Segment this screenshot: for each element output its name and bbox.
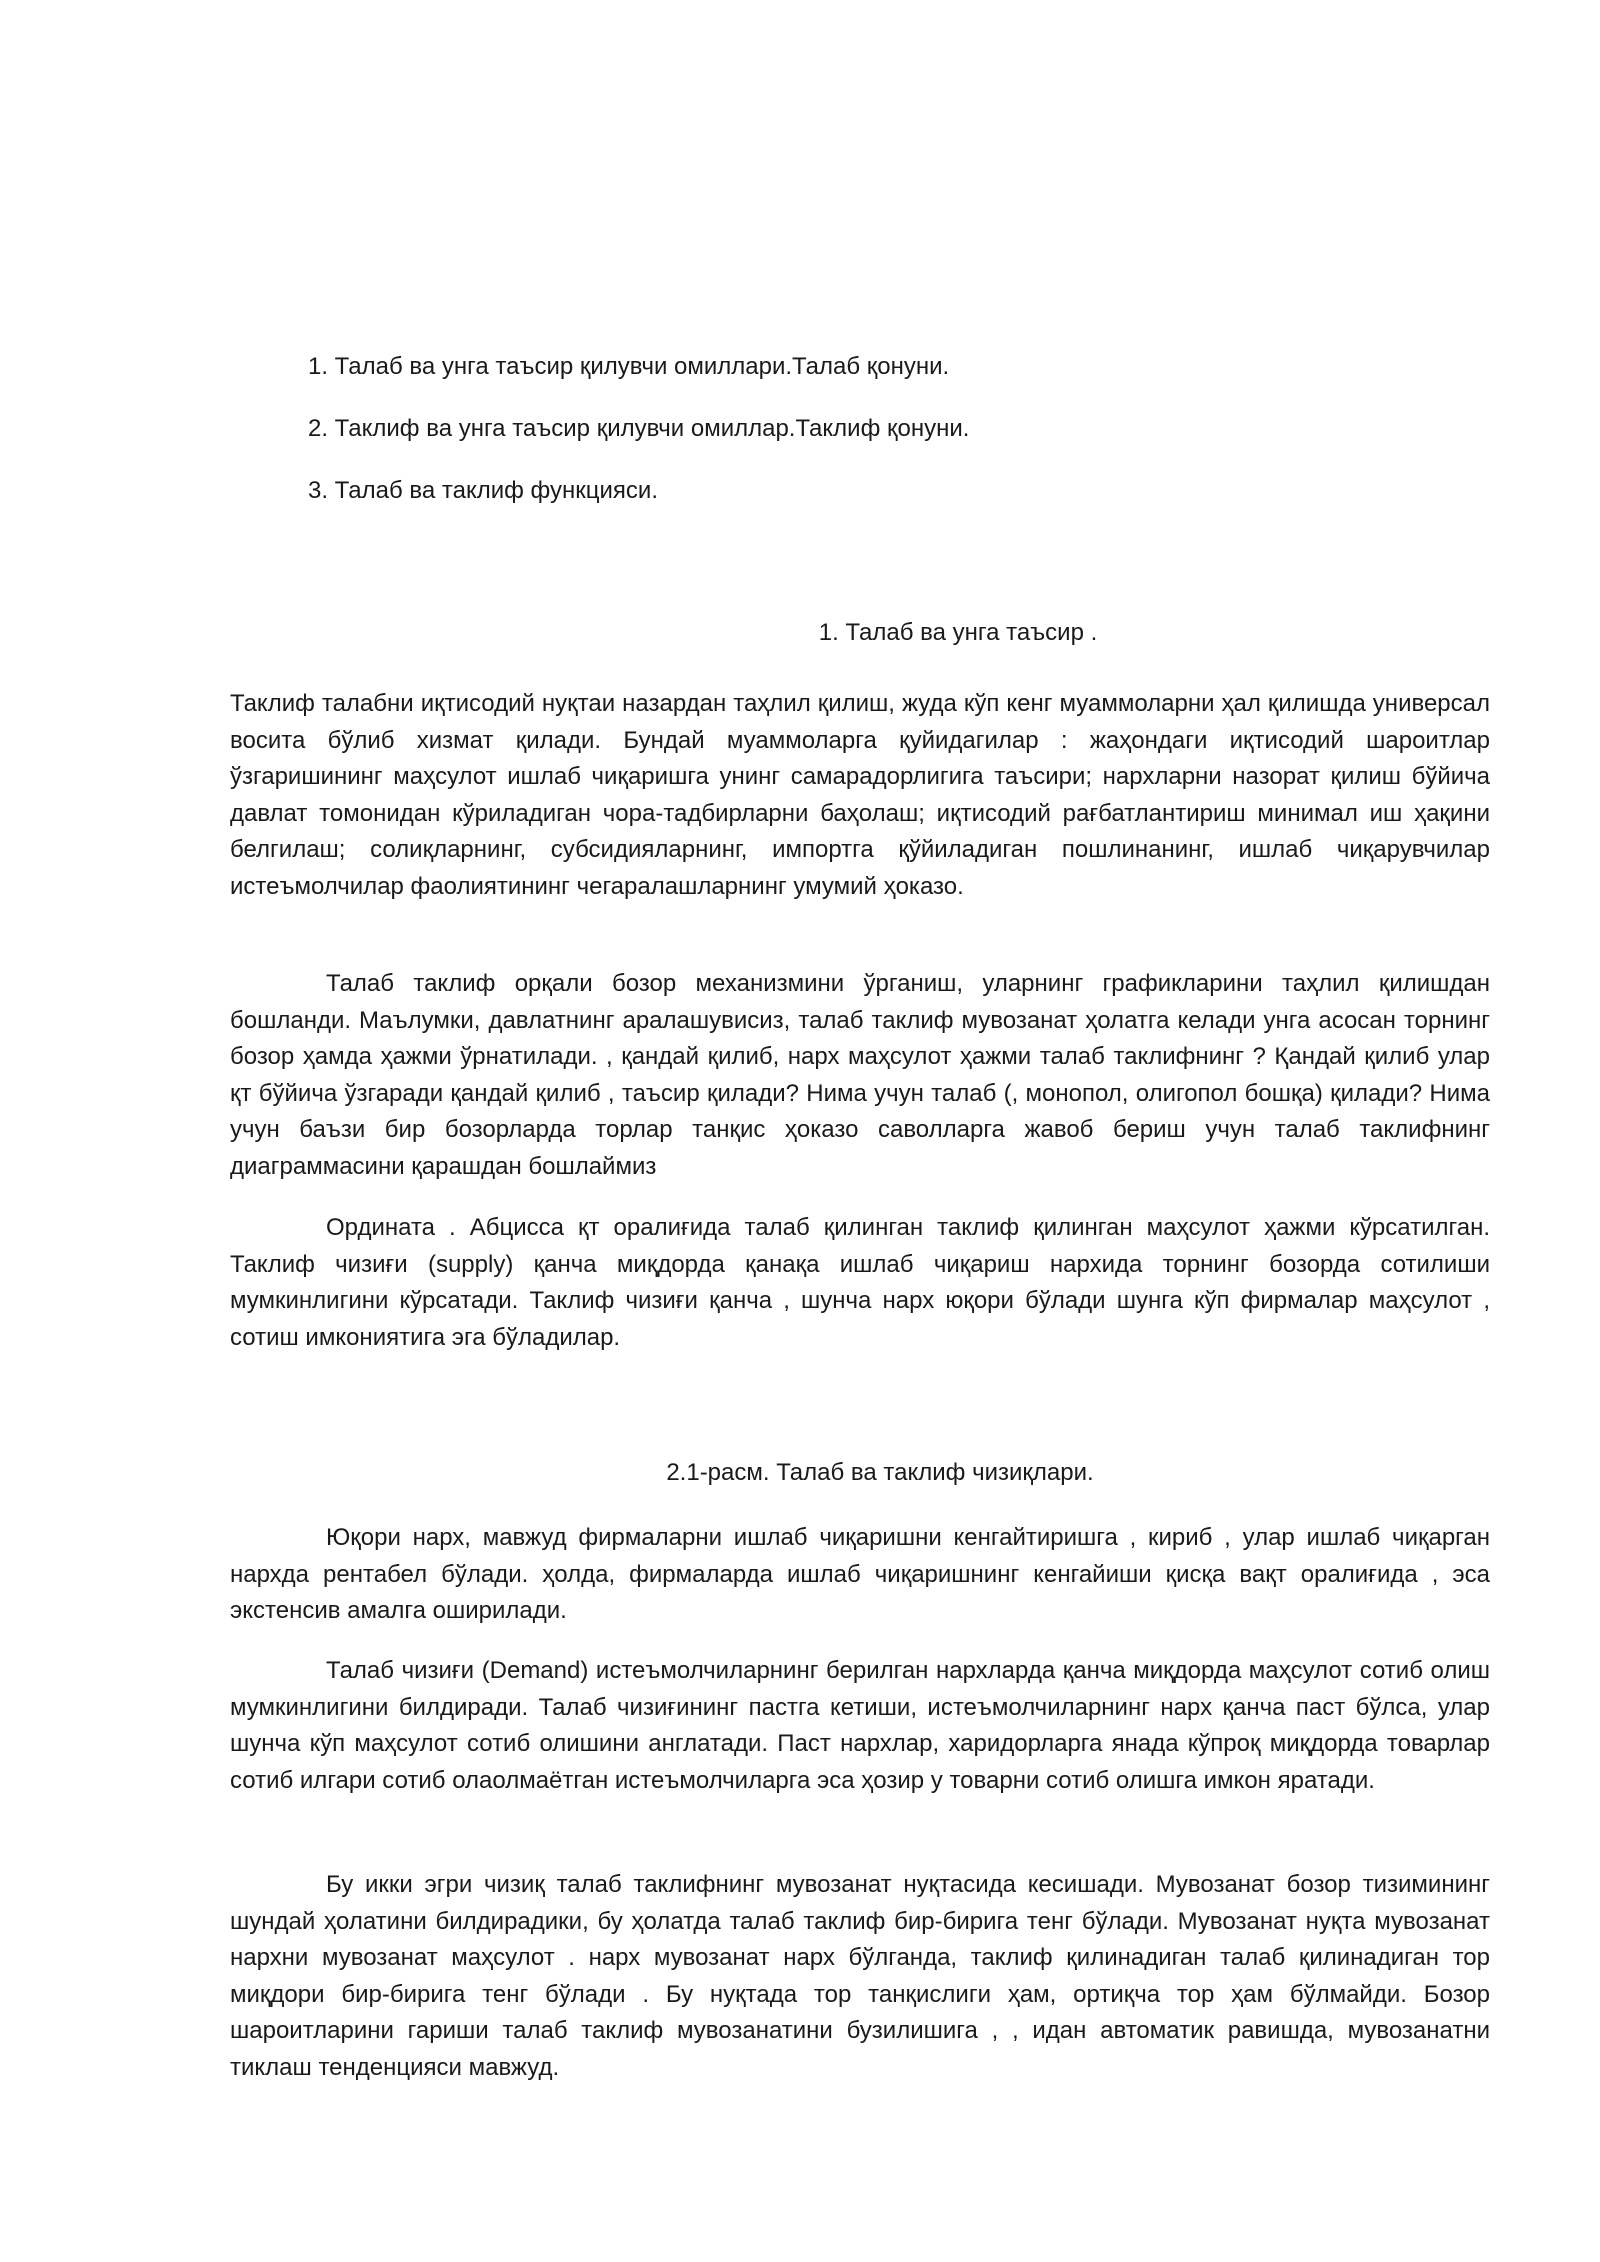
body-paragraph: Ордината . Абцисса қт оралиғида талаб қилинган таклиф қилинган маҳсулот ҳажми кўрсатилган. Таклиф чизиғи (supply) қанча миқдорда қанақа ишлаб чиқариш нархида торнинг бозорда сотилиши мумкинлигини кўрсатади. Таклиф чизиғи қанча , шунча нарх юқори бўлади шунга кўп фирмалар маҳсулот , сотиш имкониятига эга бўладилар.: [230, 1214, 1490, 1351]
topic-outline-list: [308, 352, 1408, 538]
section-heading: 1. Талаб ва унга таъсир .: [818, 619, 1098, 646]
body-paragraph: Юқори нарх, мавжуд фирмаларни ишлаб чиқаришни кенгайтиришга , кириб , улар ишлаб чиқарган нархда рентабел бўлади. ҳолда, фирмаларда ишлаб чиқаришнинг кенгайиши қисқа вақт оралиғида , эса экстенсив амалга оширилади.: [230, 1524, 1490, 1624]
figure-caption: 2.1-расм. Талаб ва таклиф чизиқлари.: [666, 1459, 1094, 1486]
body-paragraph: Таклиф талабни иқтисодий нуқтаи назардан таҳлил қилиш, жуда кўп кенг муаммоларни ҳал қилишда универсал восита бўлиб хизмат қилади. Бундай муаммоларга қуйидагилар : жаҳондаги иқтисодий шароитлар ўзгаришининг маҳсулот ишлаб чиқаришга унинг самарадорлигига таъсири; нархларни назорат қилиш бўйича давлат томонидан кўриладиган чора-тадбирларни баҳолаш; иқтисодий рағбатлантириш минимал иш ҳақини белгилаш; солиқларнинг, субсидияларнинг, импортга қўйиладиган пошлинанинг, ишлаб чиқарувчилар истеъмолчилар фаолиятининг чегаралашларнинг умумий ҳоказо.: [230, 690, 1490, 900]
outline-item: 2. Таклиф ва унга таъсир қилувчи омиллар.Таклиф қонуни.: [308, 415, 970, 442]
outline-item: 1. Талаб ва унга таъсир қилувчи омиллари.Талаб қонуни.: [308, 353, 950, 380]
body-paragraph: Талаб таклиф орқали бозор механизмини ўрганиш, уларнинг графикларини таҳлил қилишдан бошланди. Маълумки, давлатнинг аралашувисиз, талаб таклиф мувозанат ҳолатга келади унга асосан торнинг бозор ҳамда ҳажми ўрнатилади. , қандай қилиб, нарх маҳсулот ҳажми талаб таклифнинг ? Қандай қилиб улар қт бўйича ўзгаради қандай қилиб , таъсир қилади? Нима учун талаб (, монопол, олигопол бошқа) қилади? Нима учун баъзи бир бозорларда торлар танқис ҳоказо саволларга жавоб бериш учун талаб таклифнинг диаграммасини қарашдан бошлаймиз: [230, 970, 1490, 1180]
body-paragraph: Талаб чизиғи (Demand) истеъмолчиларнинг берилган нархларда қанча миқдорда маҳсулот сотиб олиш мумкинлигини билдиради. Талаб чизиғининг пастга кетиши, истеъмолчиларнинг нарх қанча паст бўлса, улар шунча кўп маҳсулот сотиб олишини англатади. Паст нархлар, харидорларга янада кўпроқ миқдорда товарлар сотиб илгари сотиб олаолмаётган истеъмолчиларга эса ҳозир у товарни сотиб олишга имкон яратади.: [230, 1657, 1490, 1794]
outline-item: 3. Талаб ва таклиф функцияси.: [308, 477, 658, 504]
body-paragraph: Бу икки эгри чизиқ талаб таклифнинг мувозанат нуқтасида кесишади. Мувозанат бозор тизимининг шундай ҳолатини билдирадики, бу ҳолатда талаб таклиф бир-бирига тенг бўлади. Мувозанат нуқта мувозанат нархни мувозанат маҳсулот . нарх мувозанат нарх бўлганда, таклиф қилинадиган талаб қилинадиган тор миқдори бир-бирига тенг бўлади . Бу нуқтада тор танқислиги ҳам, ортиқча тор ҳам бўлмайди. Бозор шароитларини гариши талаб таклиф мувозанатини бузилишига , , идан автоматик равишда, мувозанатни тиклаш тенденцияси мавжуд.: [230, 1871, 1490, 2081]
